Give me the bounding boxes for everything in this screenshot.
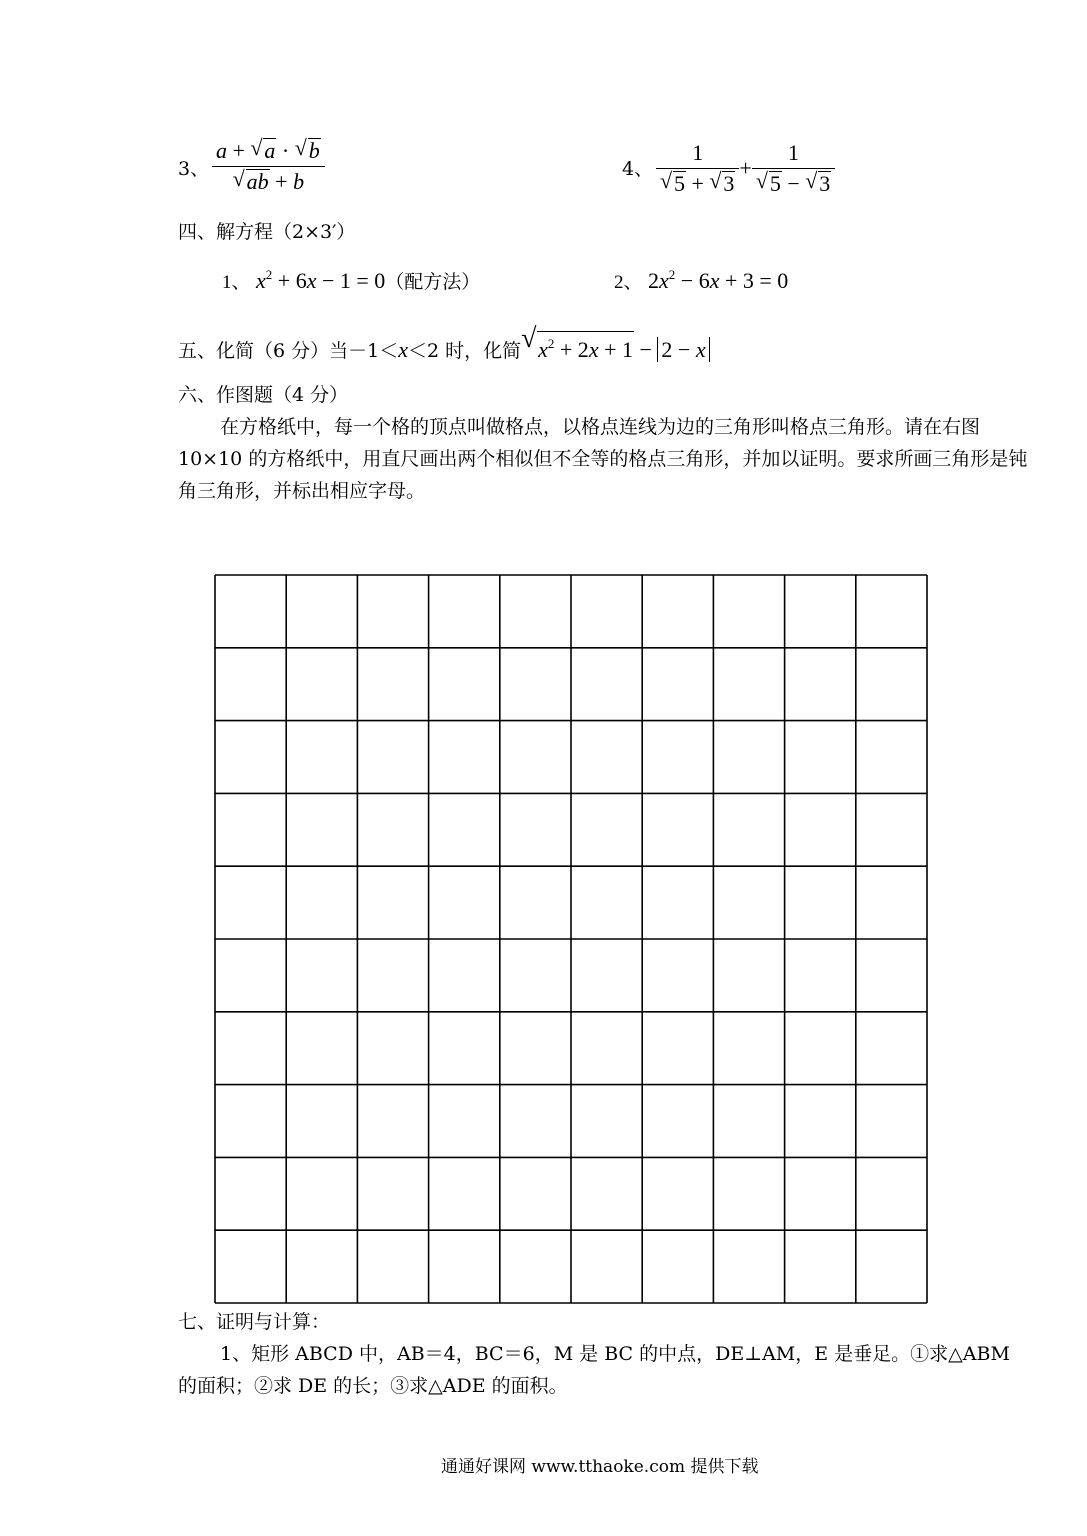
section5-radical: √ $x^2 + 2x + 1$ bbox=[521, 323, 633, 362]
q3-den-plus: + bbox=[269, 169, 294, 194]
q4-label: 4、 bbox=[622, 158, 654, 180]
q3-num-plus: + bbox=[227, 138, 251, 163]
section5-prefix: 五、化简（6 分）当－1＜ bbox=[178, 340, 399, 362]
q4-plus: + bbox=[739, 155, 752, 181]
q3-dot: · bbox=[276, 138, 295, 163]
section7-title: 七、证明与计算： bbox=[178, 1311, 331, 1333]
q3-fraction bbox=[212, 136, 325, 197]
section4-eq1 bbox=[222, 267, 480, 294]
eq2-exp: 2 bbox=[668, 267, 676, 282]
eq1-end: − 1 = 0 bbox=[316, 268, 386, 293]
q4-num2: 1 bbox=[788, 140, 800, 165]
eq2-a: 2 bbox=[648, 268, 660, 293]
eq1-x2: x bbox=[306, 268, 317, 293]
eq1-x: x bbox=[256, 268, 266, 293]
q4-sqrt5-b: √ 5 bbox=[755, 168, 781, 196]
q4-num1: 1 bbox=[692, 140, 704, 165]
q3-den-b: b bbox=[293, 169, 305, 194]
q3-num-a: a bbox=[216, 138, 227, 163]
q4-den1-op: + bbox=[686, 171, 710, 196]
eq2-x2: x bbox=[709, 268, 720, 293]
section6-title: 六、作图题（4 分） bbox=[178, 384, 349, 406]
q4-sqrt5-a: √ 5 bbox=[660, 168, 685, 196]
q3-label: 3、 bbox=[178, 158, 210, 180]
q3-sqrt-ab: √ ab bbox=[232, 166, 269, 194]
section6-body: 在方格纸中，每一个格的顶点叫做格点，以格点连线为边的三角形叫格点三角形。请在右图 10×10 的方格纸中，用直尺画出两个相似但不全等的格点三角形，并加以证明。要求所画三角形是钝角三角形，并标出相应字母。 bbox=[178, 416, 1028, 502]
eq1-label: 1、 bbox=[222, 272, 251, 293]
section5-abs: 2 − x bbox=[657, 337, 709, 362]
section5-minus: − bbox=[634, 337, 658, 362]
section4-title: 四、解方程（2×3′） bbox=[178, 221, 356, 243]
q3-sqrt-a: √ a bbox=[250, 135, 276, 163]
section7-problem1: 1、矩形 ABCD 中，AB＝4，BC＝6，M 是 BC 的中点，DE⊥AM，E 是垂足。①求△ABM 的面积；②求 DE 的长；③求△ADE 的面积。 bbox=[178, 1343, 1010, 1397]
section4-eq2 bbox=[614, 267, 788, 294]
q4-sqrt3-b: √ 3 bbox=[805, 168, 831, 196]
square-grid-paper bbox=[214, 574, 928, 1304]
eq1-exp: 2 bbox=[265, 267, 273, 282]
eq2-label: 2、 bbox=[614, 272, 643, 293]
section5-x: x bbox=[398, 337, 408, 362]
eq2-end: + 3 = 0 bbox=[719, 268, 789, 293]
q3-sqrt-b: √ b bbox=[294, 135, 320, 163]
q4-den2-op: − bbox=[781, 171, 806, 196]
eq1-method: （配方法） bbox=[385, 272, 481, 293]
q4-expression bbox=[656, 138, 835, 199]
q4-sqrt3-a: √ 3 bbox=[709, 168, 735, 196]
eq2-x: x bbox=[659, 268, 669, 293]
eq1-rest: + 6 bbox=[272, 268, 307, 293]
eq2-rest: − 6 bbox=[675, 268, 710, 293]
section5-line bbox=[178, 323, 710, 367]
page-footer: 通通好课网 www.tthaoke.com 提供下载 bbox=[441, 1457, 759, 1477]
section5-mid: ＜2 时，化简 bbox=[407, 340, 522, 362]
